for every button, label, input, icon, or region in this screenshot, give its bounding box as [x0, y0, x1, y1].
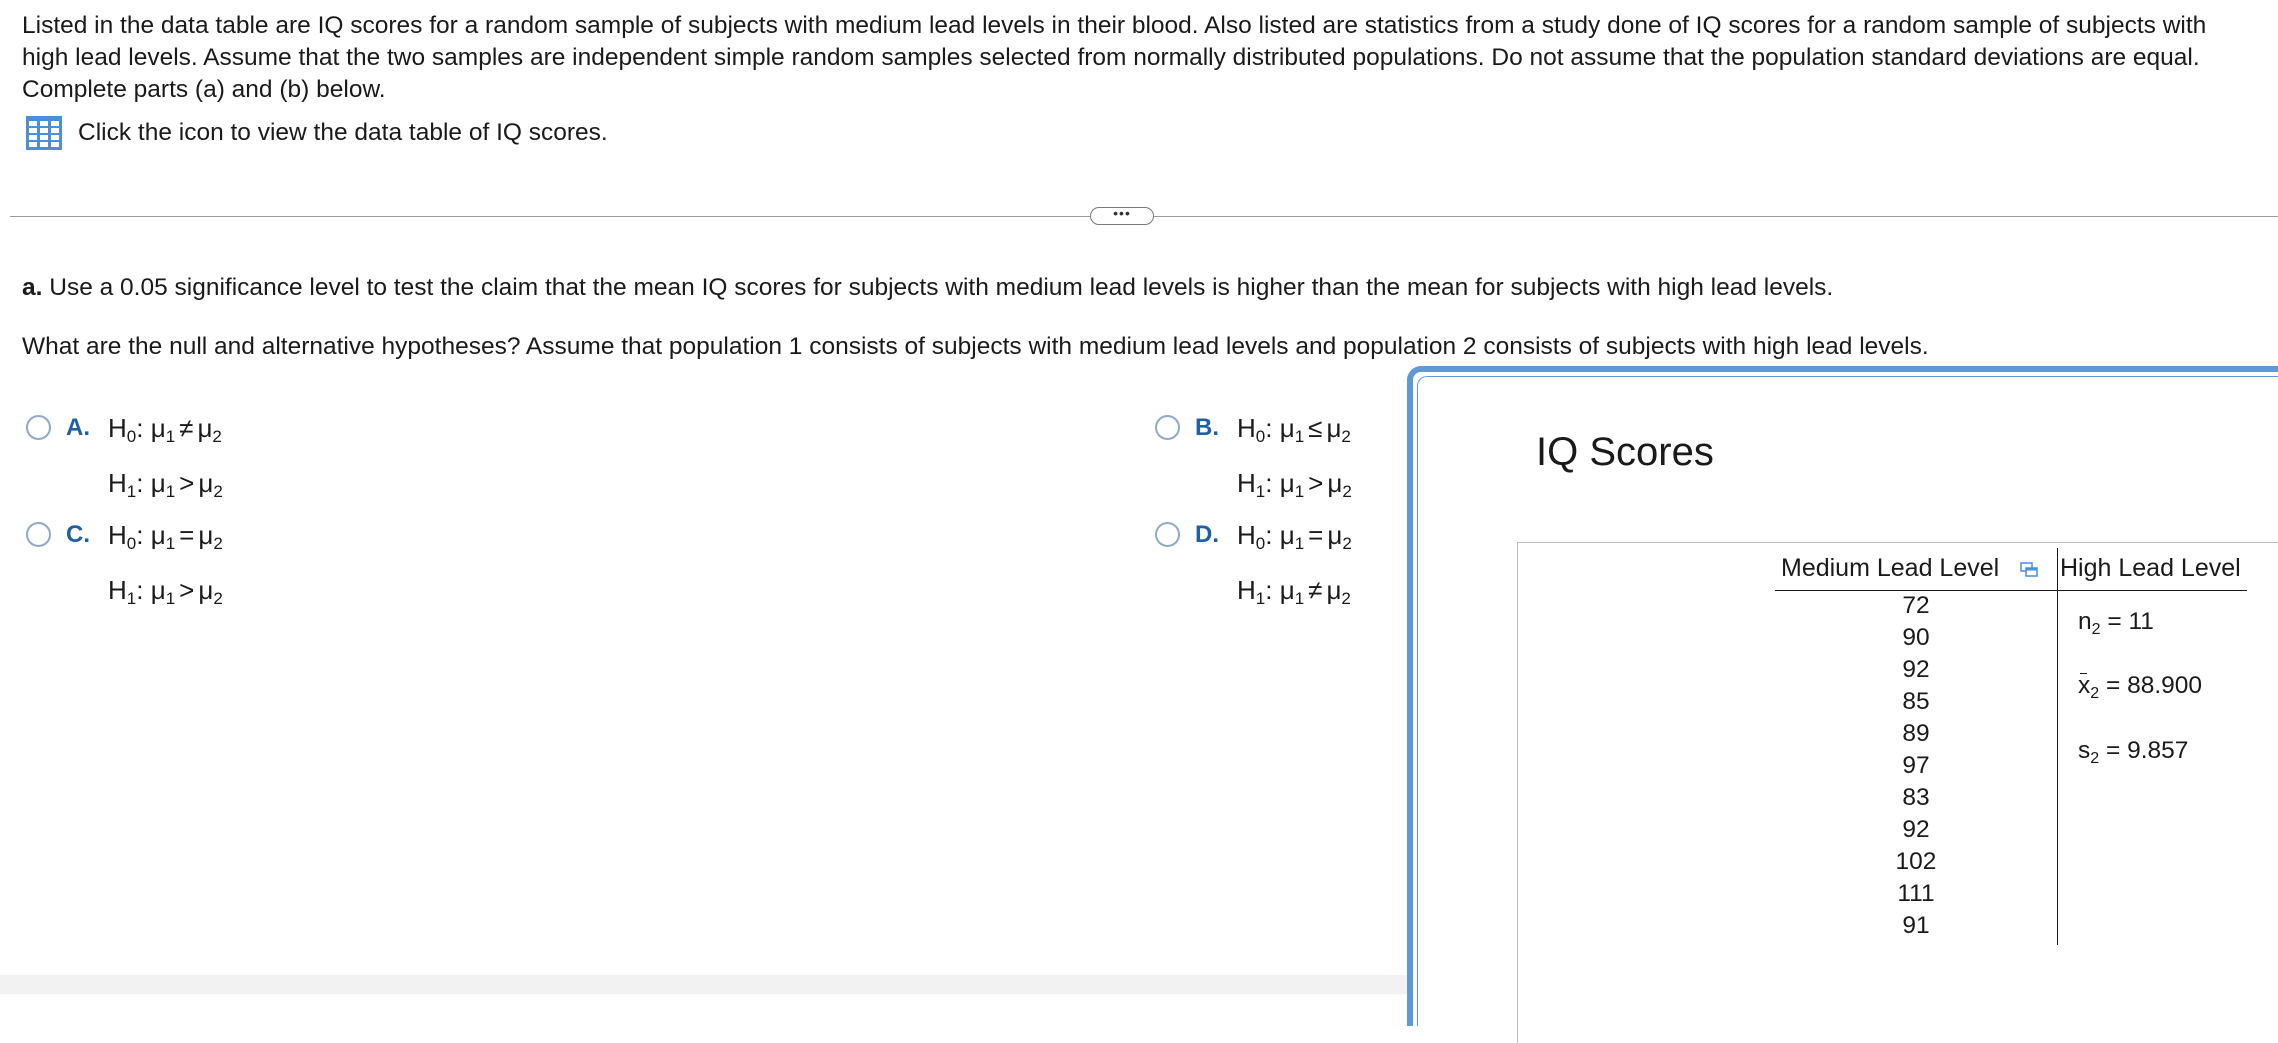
- medium-value: 85: [1902, 688, 1930, 715]
- popup-title: IQ Scores: [1536, 430, 1714, 474]
- medium-value: 97: [1902, 752, 1930, 779]
- view-data-table-text[interactable]: Click the icon to view the data table of IQ scores.: [78, 119, 608, 146]
- part-a-letter: a.: [22, 274, 43, 301]
- option-b-h0: $H_0$: $\mu_1 \le \mu_2$: [1237, 413, 1351, 446]
- medium-value: 91: [1902, 912, 1930, 939]
- option-c-letter: C.: [66, 521, 90, 548]
- problem-intro: Listed in the data table are IQ scores for a random sample of subjects with medium lead levels in their blood. Also listed are statistics from a study done of IQ scores for a random sample of subjects with high lead levels. Assume that the two samples are independent simple random samples selected from normally distributed populations. Do not assume that the population standard deviations are equal. Complete parts (a) and (b) below.: [22, 12, 2207, 103]
- option-c-radio[interactable]: [26, 522, 51, 547]
- option-a-letter: A.: [66, 414, 90, 441]
- medium-value: 83: [1902, 784, 1930, 811]
- medium-value: 72: [1902, 592, 1930, 619]
- option-b-radio[interactable]: [1155, 415, 1180, 440]
- col-header-high: High Lead Level: [2060, 554, 2241, 582]
- part-a-claim: Use a 0.05 significance level to test the claim that the mean IQ scores for subjects with medium lead levels is higher than the mean for subjects with high lead levels.: [49, 274, 1834, 301]
- option-c[interactable]: [26, 521, 223, 622]
- option-d-letter: D.: [1195, 521, 1219, 548]
- part-a-text: [22, 272, 1833, 304]
- medium-value: 111: [1897, 880, 1935, 907]
- medium-value: 102: [1895, 848, 1937, 875]
- medium-value: 90: [1902, 624, 1930, 651]
- option-d-h0: $H_0$: $\mu_1 = \mu_2$: [1237, 520, 1352, 553]
- grid-table-icon[interactable]: [26, 116, 62, 150]
- option-d-radio[interactable]: [1155, 522, 1180, 547]
- option-a-h0: $H_0$: $\mu_1 \ne \mu_2$: [108, 413, 222, 446]
- option-b-letter: B.: [1195, 414, 1219, 441]
- option-d-hypotheses: [1237, 512, 1352, 622]
- column-separator: [2057, 548, 2058, 945]
- option-c-h0: $H_0$: $\mu_1 = \mu_2$: [108, 520, 223, 553]
- medium-value: 92: [1902, 656, 1930, 683]
- stat-n2: $n_2 = 11$: [2078, 608, 2154, 638]
- option-c-h1: $H_1$: $\mu_1 > \mu_2$: [108, 575, 223, 608]
- option-a-hypotheses: [108, 405, 223, 515]
- stat-xbar2: $x_2 = 88.900$: [2078, 672, 2203, 702]
- option-b-h1: $H_1$: $\mu_1 > \mu_2$: [1237, 468, 1352, 501]
- hypotheses-question: What are the null and alternative hypotheses? Assume that population 1 consists of subjects with medium lead levels and population 2 consists of subjects with high lead levels.: [22, 333, 1929, 360]
- header-underline: [1775, 590, 2247, 591]
- option-a-h1: $H_1$: $\mu_1 > \mu_2$: [108, 468, 223, 501]
- option-b-hypotheses: [1237, 405, 1352, 515]
- option-b[interactable]: [1155, 414, 1352, 515]
- copy-icon[interactable]: [2020, 562, 2038, 578]
- footer-bar: [0, 975, 1407, 994]
- expand-button[interactable]: •••: [1090, 207, 1154, 225]
- option-c-hypotheses: [108, 512, 223, 622]
- col-header-medium: Medium Lead Level: [1781, 554, 2000, 582]
- option-a-radio[interactable]: [26, 415, 51, 440]
- view-data-table-link[interactable]: [26, 115, 608, 151]
- stat-s2: $s_2 = 9.857$: [2078, 737, 2189, 767]
- option-d[interactable]: [1155, 521, 1352, 622]
- option-a[interactable]: [26, 414, 223, 515]
- medium-value: 92: [1902, 816, 1930, 843]
- option-d-h1: $H_1$: $\mu_1 \ne \mu_2$: [1237, 575, 1351, 608]
- medium-value: 89: [1902, 720, 1930, 747]
